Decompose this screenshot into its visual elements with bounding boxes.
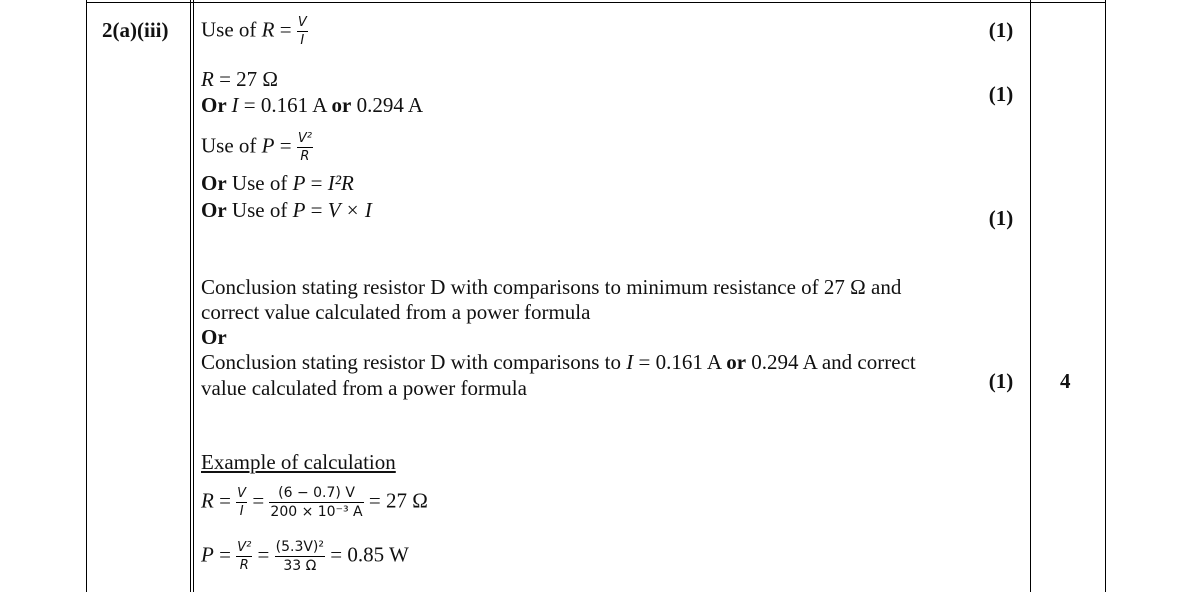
table-border-left: [86, 0, 87, 592]
use-of-r-line: [201, 16, 308, 47]
or-keyword: Or: [201, 198, 227, 222]
result-value: = 27 Ω: [363, 488, 428, 513]
use-of-text: Use of: [201, 133, 262, 158]
use-of-text: Use of: [226, 171, 293, 195]
v-over-i-fraction: [297, 16, 308, 47]
p-var: P: [261, 133, 275, 158]
equals: =: [305, 198, 328, 222]
p-var: P: [201, 542, 214, 567]
r-var: R: [261, 17, 275, 42]
i2r-expression: I²R: [327, 171, 354, 195]
mark-1: (1): [988, 18, 1014, 42]
i-var: I: [231, 93, 239, 117]
or-use-of-p-vi-line: [201, 198, 372, 222]
conclusion-line-5: value calculated from a power formula: [201, 376, 527, 400]
v2-over-r-fraction: [297, 132, 313, 163]
i-var: I: [626, 350, 634, 374]
current-value: = 0.161 A: [238, 93, 332, 117]
conclusion-line-1: Conclusion stating resistor D with comparisons to minimum resistance of 27 Ω and: [201, 275, 902, 299]
frac-den: 200 × 10⁻³ A: [270, 504, 363, 520]
equals: =: [305, 171, 328, 195]
frac-num: V²: [237, 540, 252, 555]
or-keyword: Or: [201, 171, 227, 195]
frac-num: V: [237, 486, 247, 501]
use-of-text: Use of: [201, 17, 262, 42]
or-keyword: Or: [201, 93, 232, 117]
conclusion-line-2: correct value calculated from a power formula: [201, 300, 591, 324]
frac-num: V²: [297, 131, 312, 146]
r-var: R: [201, 488, 214, 513]
current-value: = 0.161 A: [633, 350, 727, 374]
numeric-fraction: [269, 486, 363, 519]
equals: =: [252, 542, 275, 567]
mark-3: (1): [988, 206, 1014, 230]
table-border-top: [86, 2, 1106, 3]
result-value: = 0.85 W: [325, 542, 409, 567]
vi-expression: V × I: [327, 198, 372, 222]
frac-den: I: [239, 504, 244, 519]
equals: =: [213, 488, 237, 513]
table-border-col2: [190, 0, 191, 592]
r-value: = 27 Ω: [213, 67, 279, 91]
v-over-i-fraction: [236, 487, 247, 518]
r-var: R: [201, 67, 214, 91]
frac-den: 33 Ω: [283, 558, 317, 574]
frac-num: V: [297, 15, 307, 30]
numeric-fraction: [275, 540, 325, 573]
equals: =: [274, 133, 297, 158]
question-ref: 2(a)(iii): [102, 18, 169, 42]
or-keyword: or: [331, 93, 352, 117]
current-value-2: 0.294 A: [351, 93, 424, 117]
or-use-of-p-i2r-line: [201, 171, 354, 195]
or-keyword: Or: [201, 325, 227, 349]
conclusion-line-4: [201, 350, 916, 374]
v2-over-r-fraction: [236, 541, 252, 572]
conclusion-text: Conclusion stating resistor D with comparisons to: [201, 350, 627, 374]
or-keyword: or: [726, 350, 747, 374]
p-var: P: [292, 198, 306, 222]
frac-den: R: [239, 558, 249, 573]
total-marks: 4: [1060, 369, 1071, 393]
equals: =: [247, 488, 270, 513]
equals: =: [213, 542, 237, 567]
frac-num: (5.3V)²: [275, 539, 325, 555]
use-of-text: Use of: [226, 198, 293, 222]
p-var: P: [292, 171, 306, 195]
use-of-p-line: [201, 132, 313, 163]
table-border-col2b: [193, 0, 194, 592]
frac-den: I: [300, 33, 305, 48]
example-r-calculation: [201, 486, 428, 519]
table-border-right: [1105, 0, 1106, 592]
example-p-calculation: [201, 540, 409, 573]
conclusion-text-end: 0.294 A and correct: [746, 350, 916, 374]
example-title: Example of calculation: [201, 450, 396, 474]
mark-2: (1): [988, 82, 1014, 106]
frac-den: R: [300, 149, 310, 164]
table-border-col4: [1030, 0, 1031, 592]
equals: =: [274, 17, 297, 42]
mark-4: (1): [988, 369, 1014, 393]
or-current-line: [201, 93, 423, 117]
r-equals-27-line: [201, 67, 278, 91]
frac-num: (6 − 0.7) V: [269, 486, 363, 503]
